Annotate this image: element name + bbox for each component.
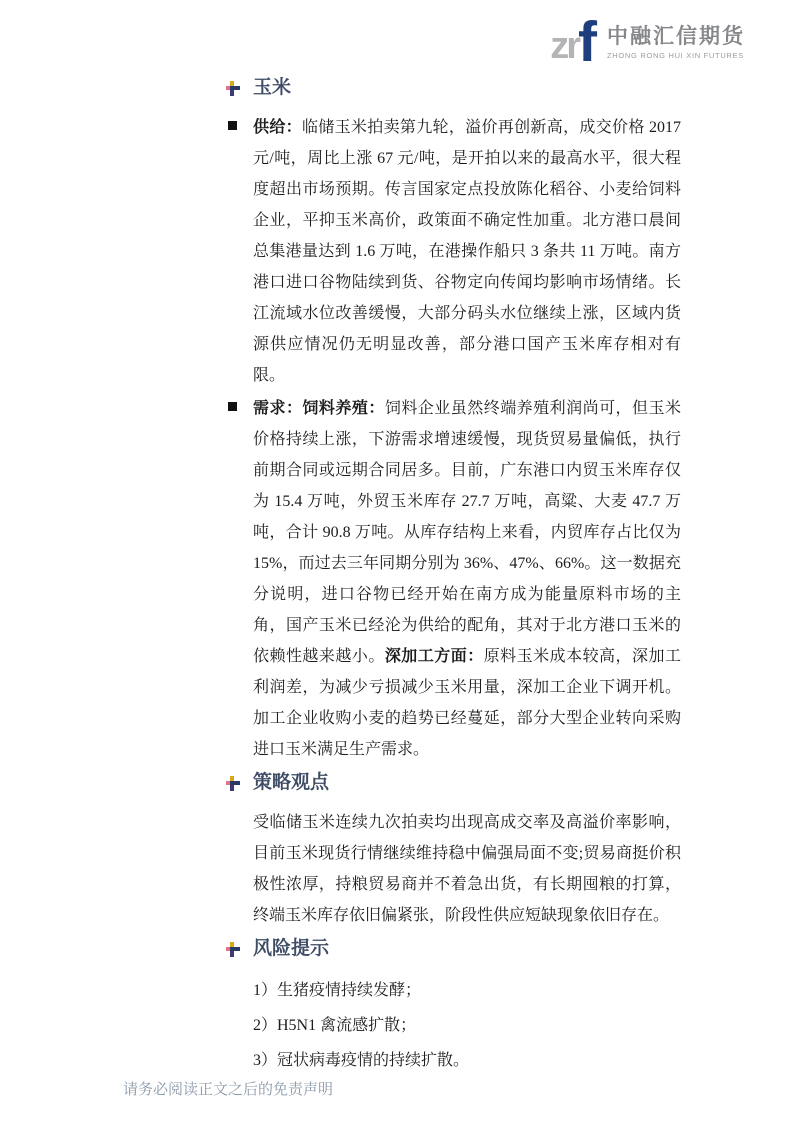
logo-company-name-en: ZHONG RONG HUI XIN FUTURES [607,51,744,61]
cross-bullet-icon [226,776,240,790]
risk-item: 3）冠状病毒疫情的持续扩散。 [253,1052,470,1069]
logo-company-name: 中融汇信期货 [607,25,745,48]
section-heading-strategy-label: 策略观点 [253,772,330,793]
supply-paragraph: 供给：临储玉米拍卖第九轮，溢价再创新高，成交价格 2017 元/吨，周比上涨 67 元/吨，是开拍以来的最高水平，很大程度超出市场预期。传言国家定点投放陈化稻谷、小麦给饲料企业，平抑玉米高价，政策面不确定性加重。北方港口晨间总集港量达到 1.6 万吨，在港操作船只 3 条共 11 万吨。南方港口进口谷物陆续到货、谷物定向传闻均影响市场情绪。长江流域水位改善缓慢，大部分码头水位继续上涨，区域内货源供应情况仍无明显改善，部分港口国产玉米库存相对有限。 [253,119,681,384]
logo-zrf-mark [550,10,597,74]
risk-list [253,973,681,1078]
logo-wordmark [607,26,745,60]
section-heading-corn-label: 玉米 [253,77,292,98]
cross-bullet-icon [226,942,240,956]
company-logo [550,10,745,74]
square-bullet-icon [228,402,237,411]
square-bullet-icon [228,121,237,130]
section-heading-strategy [253,771,681,795]
section-heading-risk-label: 风险提示 [253,938,330,959]
strategy-block [253,807,681,931]
cross-bullet-icon [226,81,240,95]
section-heading-corn [253,76,681,100]
risk-item: 2）H5N1 禽流感扩散； [253,1017,417,1034]
report-body [253,76,681,1078]
footer-disclaimer-note: 请务必阅读正文之后的免责声明 [123,1082,334,1098]
section-heading-risk [253,937,681,961]
logo-zr-letters: zr [550,25,579,67]
risk-item: 1）生猪疫情持续发酵； [253,982,422,999]
logo-f-letter: f [578,10,597,74]
demand-block [253,393,681,765]
supply-block [253,112,681,391]
demand-paragraph: 需求：饲料养殖：饲料企业虽然终端养殖利润尚可，但玉米价格持续上涨，下游需求增速缓慢，现货贸易量偏低，执行前期合同或远期合同居多。目前，广东港口内贸玉米库存仅为 15.4 万吨，外贸玉米库存 27.7 万吨，高粱、大麦 47.7 万吨，合计 90.8 万吨。从库存结构上来看，内贸库存占比仅为 15%，而过去三年同期分别为 36%、47%、66%。这一数据充分说明，进口谷物已经开始在南方成为能量原料市场的主角，国产玉米已经沦为供给的配角，其对于北方港口玉米的依赖性越来越小。深加工方面：原料玉米成本较高，深加工利润差，为减少亏损减少玉米用量，深加工企业下调开机。加工企业收购小麦的趋势已经蔓延，部分大型企业转向采购进口玉米满足生产需求。 [253,400,681,758]
strategy-paragraph: 受临储玉米连续九次拍卖均出现高成交率及高溢价率影响，目前玉米现货行情继续维持稳中偏强局面不变;贸易商挺价积极性浓厚，持粮贸易商并不着急出货，有长期囤粮的打算，终端玉米库存依旧偏紧张，阶段性供应短缺现象依旧存在。 [253,814,681,924]
